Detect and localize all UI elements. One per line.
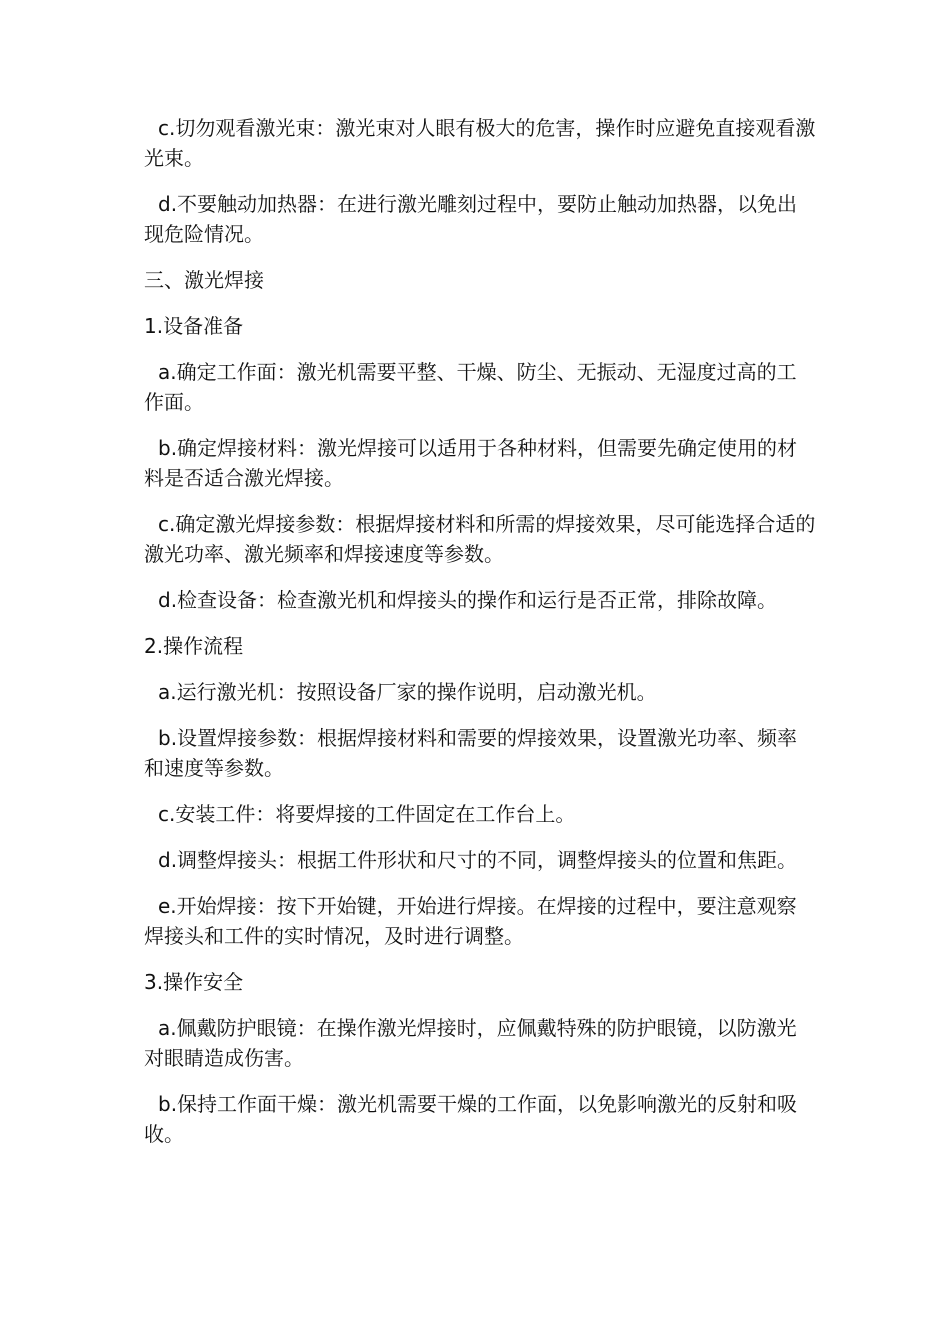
- list-item-no-look-at-beam: c.切勿观看激光束：激光束对人眼有极大的危害，操作时应避免直接观看激光束。: [144, 116, 816, 170]
- subsection-heading-operation-safety: 3.操作安全: [144, 970, 244, 994]
- list-item-mount-workpiece: c.安装工件：将要焊接的工件固定在工作台上。: [158, 802, 576, 826]
- section-heading-laser-welding: 三、激光焊接: [144, 268, 264, 292]
- list-item-protective-goggles: a.佩戴防护眼镜：在操作激光焊接时，应佩戴特殊的防护眼镜，以防激光对眼睛造成伤害。: [144, 1016, 797, 1070]
- list-item-work-surface: a.确定工作面：激光机需要平整、干燥、防尘、无振动、无湿度过高的工作面。: [144, 360, 797, 414]
- list-item-adjust-head: d.调整焊接头：根据工件形状和尺寸的不同，调整焊接头的位置和焦距。: [158, 848, 798, 872]
- subsection-heading-operation-flow: 2.操作流程: [144, 634, 244, 658]
- list-item-start-welding: e.开始焊接：按下开始键，开始进行焊接。在焊接的过程中，要注意观察焊接头和工件的实时情况，及时进行调整。: [144, 894, 797, 948]
- list-item-dry-surface: b.保持工作面干燥：激光机需要干燥的工作面，以免影响激光的反射和吸收。: [144, 1092, 798, 1146]
- list-item-check-equipment: d.检查设备：检查激光机和焊接头的操作和运行是否正常，排除故障。: [158, 588, 778, 612]
- list-item-run-laser: a.运行激光机：按照设备厂家的操作说明，启动激光机。: [158, 680, 657, 704]
- list-item-no-touch-heater: d.不要触动加热器：在进行激光雕刻过程中，要防止触动加热器，以免出现危险情况。: [144, 192, 798, 246]
- list-item-welding-parameters: c.确定激光焊接参数：根据焊接材料和所需的焊接效果，尽可能选择合适的激光功率、激光频率和焊接速度等参数。: [144, 512, 816, 566]
- list-item-set-parameters: b.设置焊接参数：根据焊接材料和需要的焊接效果，设置激光功率、频率和速度等参数。: [144, 726, 798, 780]
- document-body: [144, 113, 816, 1165]
- subsection-heading-equipment-prep: 1.设备准备: [144, 314, 244, 338]
- list-item-welding-material: b.确定焊接材料：激光焊接可以适用于各种材料，但需要先确定使用的材料是否适合激光焊接。: [144, 436, 798, 490]
